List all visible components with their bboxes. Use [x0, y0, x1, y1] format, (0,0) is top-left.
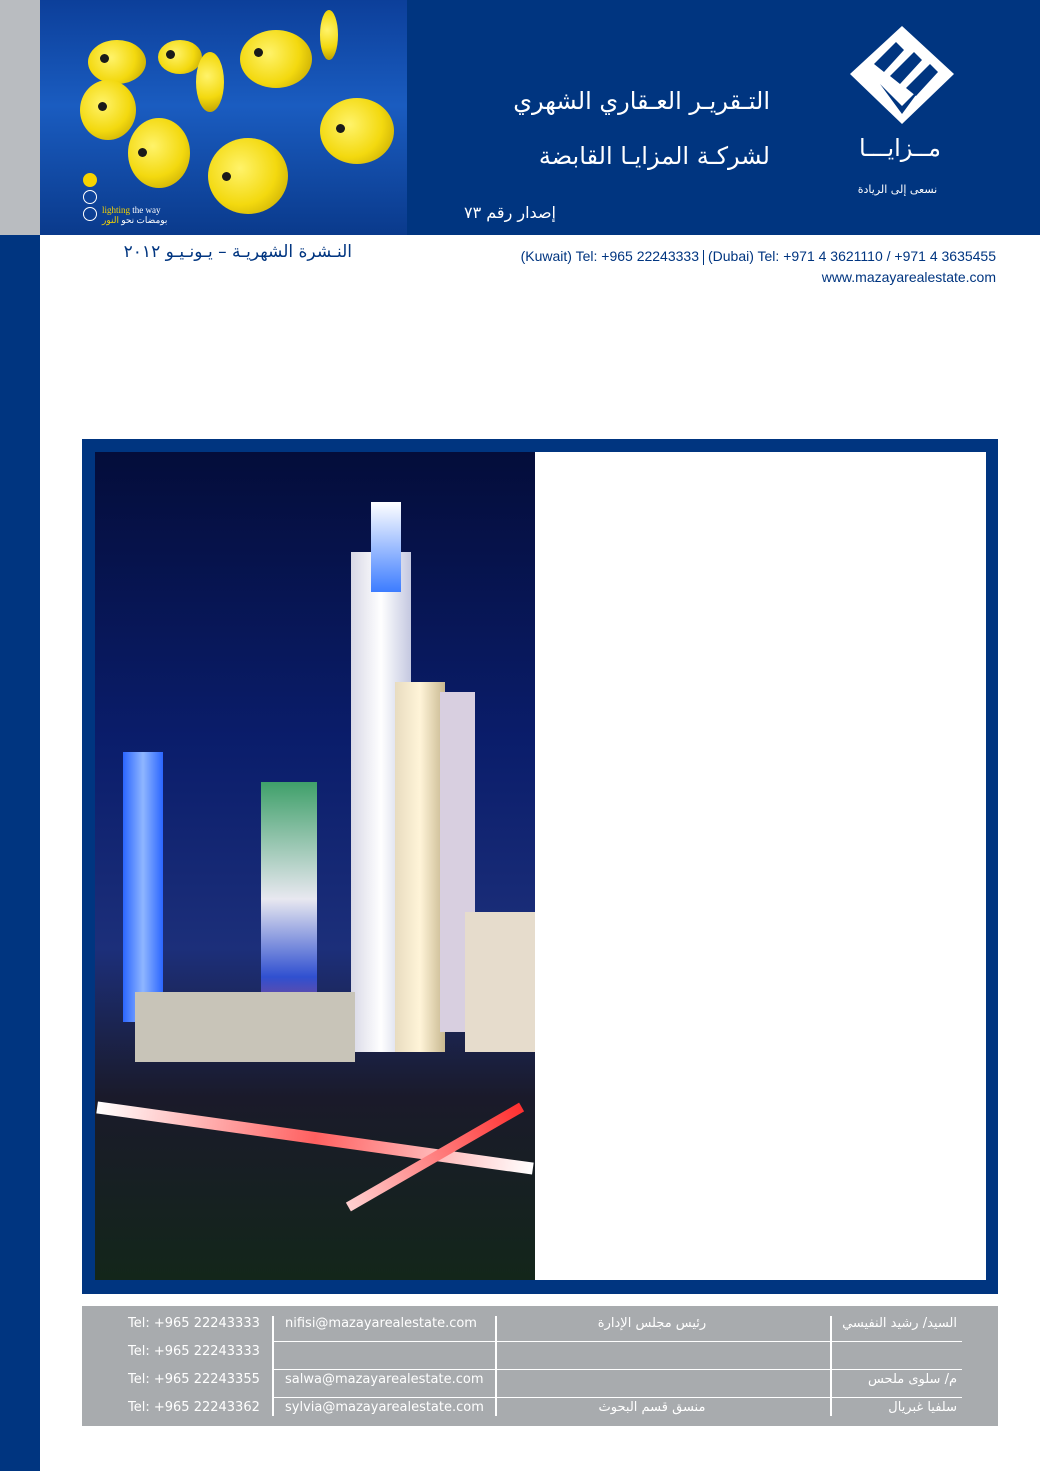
logo-wordmark: مــزايـــا [859, 134, 941, 162]
content-panel [535, 452, 986, 1280]
contacts-table [82, 1306, 998, 1426]
decor-dots [83, 173, 97, 224]
header-banner [40, 0, 1040, 235]
fish [80, 80, 136, 140]
building [135, 992, 355, 1062]
tagline: lighting the way بومضات نحو النور [102, 205, 168, 225]
fish [158, 40, 202, 74]
company-title: لشركـة المزايـا القابضة [538, 142, 770, 170]
tower [465, 912, 535, 1052]
newsletter-date: النـشرة الشهريـة – يـونـيـو ٢٠١٢ [123, 242, 352, 262]
left-gray-strip [0, 0, 40, 235]
mazaya-logo-icon [844, 24, 959, 134]
city-photo [95, 452, 535, 1280]
website-link[interactable]: www.mazayarealestate.com [821, 269, 996, 285]
fish [320, 98, 394, 164]
tower [371, 502, 401, 592]
tower [395, 682, 445, 1052]
fish [208, 138, 288, 214]
fish [128, 118, 190, 188]
table-row: Tel: +965 22243355 salwa@mazayarealestate.com م/ سلوى ملحس [128, 1372, 957, 1387]
fish [320, 10, 338, 60]
logo-slogan: نسعى إلى الريادة [857, 183, 938, 196]
table-row: Tel: +965 22243333 [128, 1344, 260, 1359]
left-blue-strip [0, 235, 40, 1471]
tower [123, 752, 163, 1022]
issue-number: إصدار رقم ٧٣ [464, 203, 556, 222]
report-title: التـقريـر العـقاري الشهري [513, 87, 770, 115]
fish [240, 30, 312, 88]
fish-photo [40, 0, 407, 235]
fish [196, 52, 224, 112]
table-row: Tel: +965 22243333 nifisi@mazayarealestate.com رئيس مجلس الإدارة السيد/ رشيد النفيسي [128, 1316, 957, 1331]
contact-phones: (Kuwait) Tel: +965 22243333 (Dubai) Tel: +971 4 3621110 / +971 4 3635455 [520, 248, 996, 264]
fish [88, 40, 146, 84]
table-row: Tel: +965 22243362 sylvia@mazayarealestate.com منسق قسم البحوث سلفيا غبريال [128, 1400, 957, 1415]
